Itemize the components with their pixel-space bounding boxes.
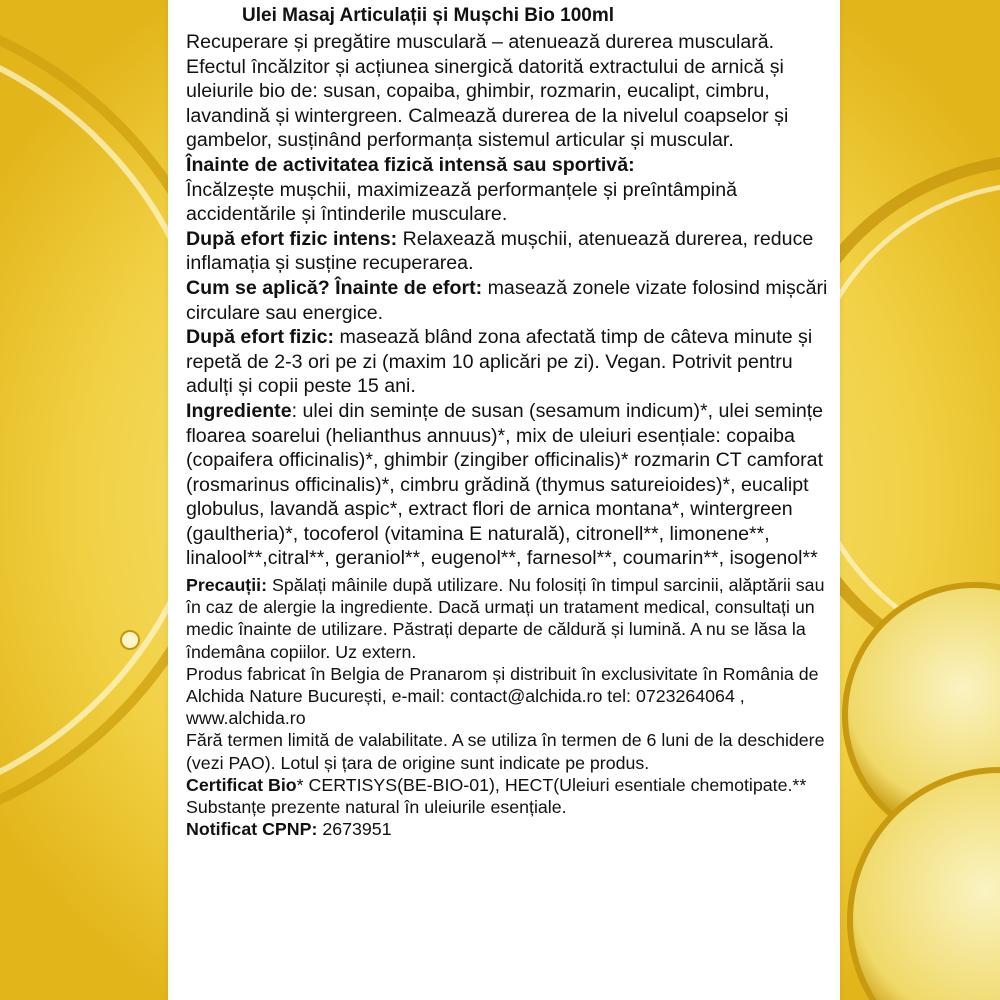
- cpnp-label: Notificat CPNP:: [186, 819, 318, 840]
- after-physical-effort-label: După efort fizic:: [186, 326, 335, 349]
- certification-paragraph: Certificat Bio* CERTISYS(BE-BIO-01), HECT(Uleiuri esentiale chemotipate.** Substanțe prezente natural în uleiurile esențiale.: [186, 774, 807, 818]
- cpnp-paragraph: Notificat CPNP: 2673951: [186, 819, 392, 840]
- certification-label: Certificat Bio: [186, 774, 297, 795]
- after-effort-paragraph: După efort fizic intens: Relaxează mușchii, atenuează durerea, reduce inflamația și susține recuperarea.: [186, 227, 814, 275]
- after-physical-effort-paragraph: După efort fizic: masează blând zona afectată timp de câteva minute și repetă de 2-3 ori pe zi (maxim 10 aplicări pe zi). Vegan. Potrivit pentru adulți și copii peste 15 ani.: [186, 326, 813, 398]
- ingredients-label: Ingrediente: [186, 399, 292, 422]
- how-to-apply-label: Cum se aplică? Înainte de efort:: [186, 276, 483, 299]
- precautions-label: Precauții:: [186, 575, 268, 596]
- ingredients-paragraph: Ingrediente: ulei din semințe de susan (sesamum indicum)*, ulei semințe floarea soarelui (helianthus annuus)*, mix de uleiuri esențiale: copaiba (copaifera officinalis)*, ghimbir (zingiber officinalis)* rozmarin CT camforat (rosmarinus officinalis)*, cimbru grădină (thymus satureioides)*, eucalipt globulus, lavandă aspic*, extract flori de arnica montana*, wintergreen (gaultheria)*, tocoferol (vitamina E naturală), citronell**, limonene**, linalool**,citral**, geraniol**, eugenol**, farnesol**, coumarin**, isogenol**: [186, 399, 824, 570]
- main-description: [186, 30, 836, 571]
- before-activity-text: Încălzește mușchii, maximizează performanțele și preîntâmpină accidentările și întinderile musculare.: [186, 178, 738, 226]
- fine-print: [186, 574, 836, 840]
- product-title: Ulei Masaj Articulații și Mușchi Bio 100ml: [242, 5, 615, 26]
- before-activity-heading: Înainte de activitatea fizică intensă sau sportivă:: [186, 153, 635, 176]
- precautions-paragraph: Precauții: Spălați mâinile după utilizare. Nu folosiți în timpul sarcinii, alăptării sau în caz de alergie la ingrediente. Dacă urmați un tratament medical, consultați un medic înainte de utilizare. Păstrați departe de căldură și lumină. A nu se lăsa la îndemâna copiilor. Uz extern.: [186, 575, 825, 662]
- intro-paragraph: Recuperare și pregătire musculară – atenuează durerea musculară. Efectul încălzitor și acțiunea sinergică datorită extractului de arnică și uleiurile bio de: susan, copaiba, ghimbir, rozmarin, eucalipt, cimbru, lavandină și wintergreen. Calmează durerea de la nivelul coapselor și gambelor, susținând performanța sistemul articular și muscular.: [186, 31, 789, 152]
- after-effort-label: După efort fizic intens:: [186, 227, 398, 250]
- shelf-life-paragraph: Fără termen limită de valabilitate. A se utiliza în termen de 6 luni de la deschidere (vezi PAO). Lotul și țara de origine sunt indicate pe produs.: [186, 730, 825, 773]
- product-label: [186, 4, 836, 841]
- how-to-apply-paragraph: Cum se aplică? Înainte de efort: masează zonele vizate folosind mișcări circulare sau energice.: [186, 276, 828, 324]
- producer-paragraph: Produs fabricat în Belgia de Pranarom și distribuit în exclusivitate în România de Alchida Nature București, e-mail: contact@alchida.ro tel: 0723264064 , www.alchida.ro: [186, 663, 819, 729]
